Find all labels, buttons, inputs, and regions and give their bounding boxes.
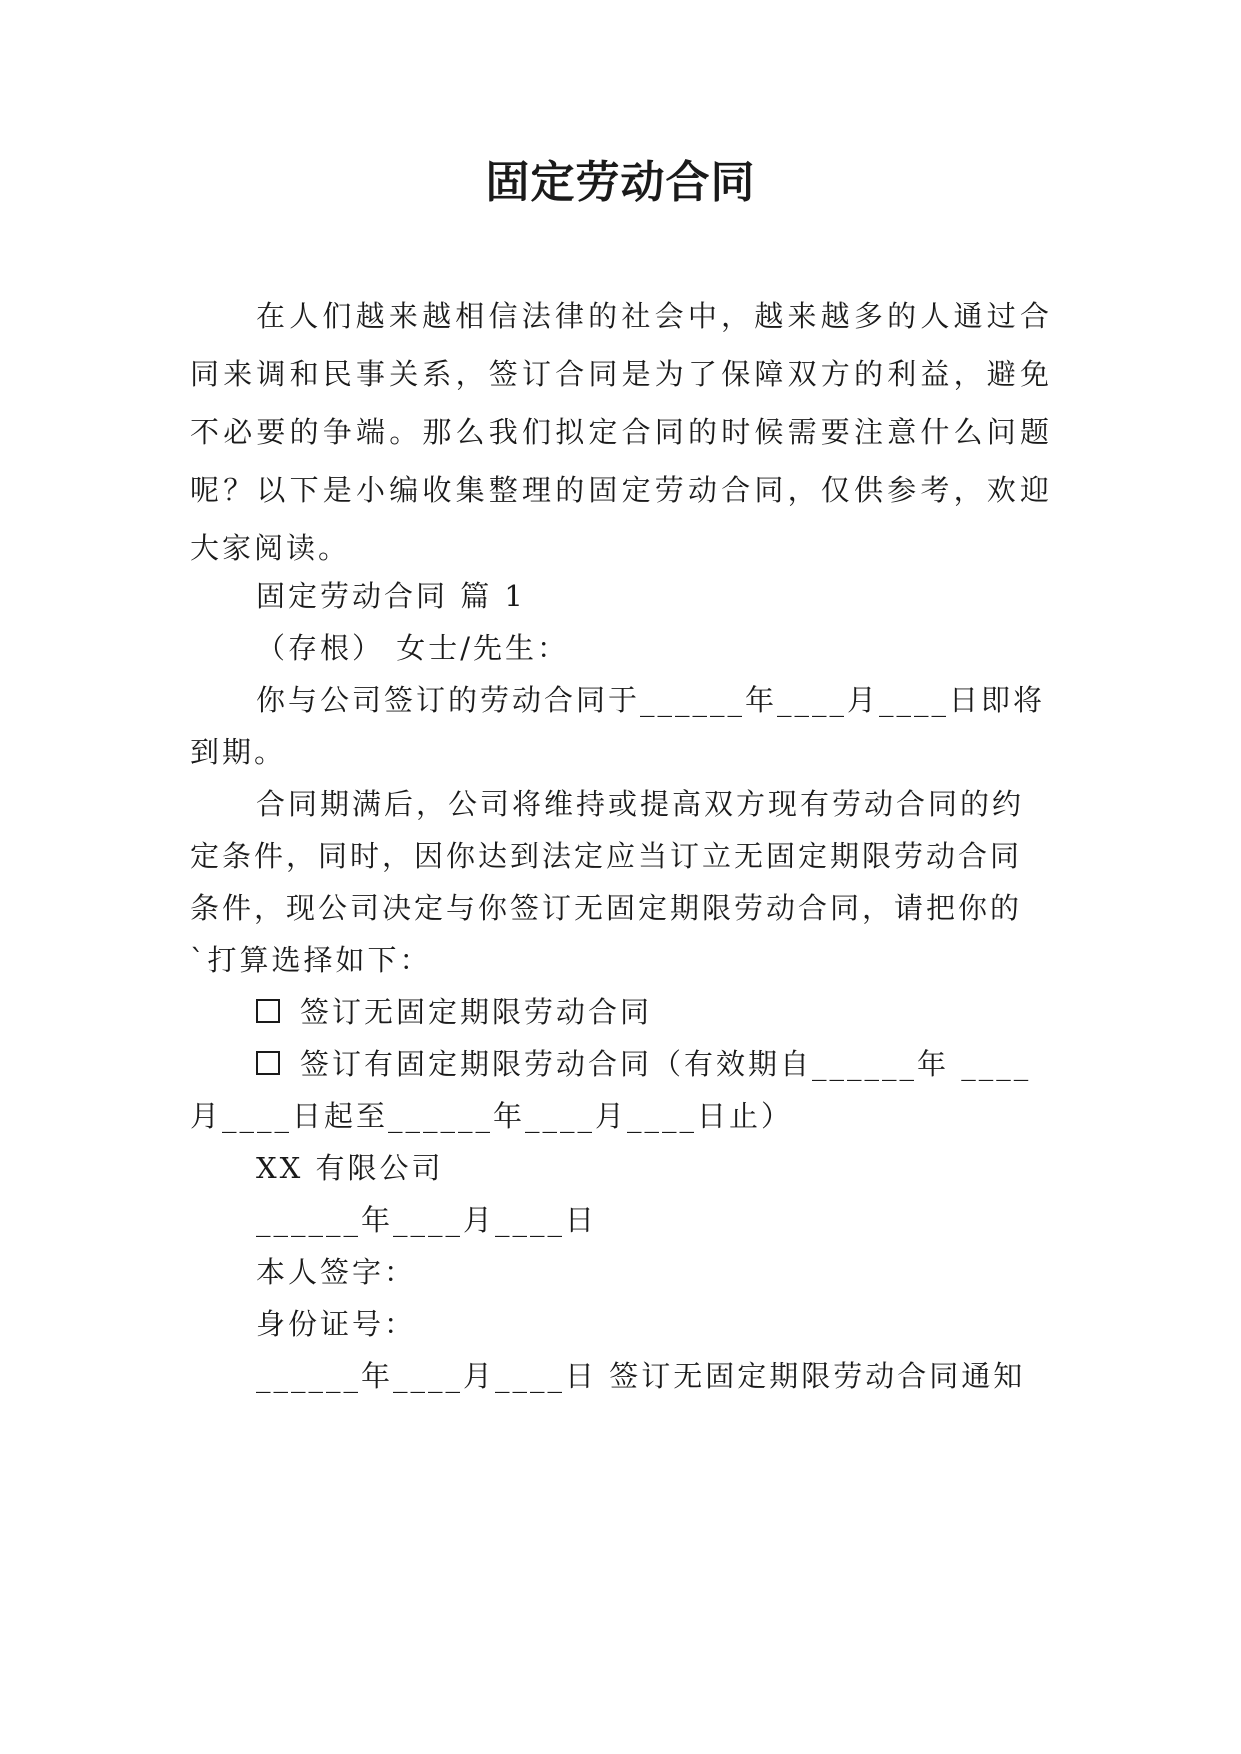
terms-line-1: 合同期满后，公司将维持或提高双方现有劳动合同的约: [256, 787, 1025, 821]
company-date: ______年____月____日: [256, 1203, 598, 1237]
terms-line-4: `打算选择如下：: [190, 943, 432, 977]
checkbox-icon[interactable]: [256, 999, 280, 1023]
section-heading: 固定劳动合同 篇 1: [256, 579, 526, 613]
option-fixed: [256, 1035, 1031, 1093]
company-name: XX 有限公司: [256, 1151, 444, 1185]
terms-line-3: 条件，现公司决定与你签订无固定期限劳动合同，请把你的: [190, 891, 1023, 925]
stub-line: （存根） 女士/先生：: [256, 631, 569, 665]
option-indefinite: [256, 983, 652, 1041]
signature-field: 本人签字：: [256, 1255, 417, 1289]
id-number-field: 身份证号：: [256, 1307, 417, 1341]
terms-line-2: 定条件，同时，因你达到法定应当订立无固定期限劳动合同: [190, 839, 1023, 873]
option-fixed-line-2: 月____日起至______年____月____日止）: [190, 1099, 794, 1133]
option-fixed-label: 签订有固定期限劳动合同（有效期自______年 ____: [300, 1047, 1032, 1081]
option-indefinite-label: 签订无固定期限劳动合同: [300, 995, 653, 1029]
intro-paragraph: 在人们越来越相信法律的社会中，越来越多的人通过合同来调和民事关系，签订合同是为了保障双方的利益，避免不必要的争端。那么我们拟定合同的时候需要注意什么问题呢？以下是小编收集整理的固定劳动合同，仅供参考，欢迎大家阅读。: [190, 299, 1052, 565]
expiry-line-1: 你与公司签订的劳动合同于______年____月____日即将: [256, 683, 1046, 717]
notice-date-line: ______年____月____日 签订无固定期限劳动合同通知: [256, 1359, 1026, 1393]
expiry-line-2: 到期。: [190, 735, 287, 769]
document-title: 固定劳动合同: [485, 157, 756, 208]
checkbox-icon[interactable]: [256, 1051, 280, 1075]
